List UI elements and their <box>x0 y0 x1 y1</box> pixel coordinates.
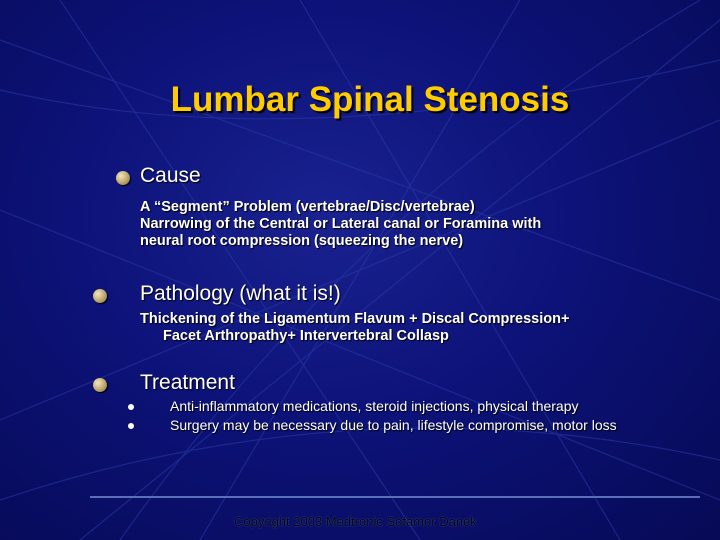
bullet-icon <box>93 378 107 392</box>
dot-bullet-icon <box>128 423 134 429</box>
bullet-icon <box>116 171 130 185</box>
pathology-line: Facet Arthropathy+ Intervertebral Collasp <box>163 328 449 344</box>
section-heading-pathology: Pathology (what it is!) <box>140 282 341 305</box>
copyright-footer: Copyright 2003 Medtronic Sofamor Danek <box>234 514 477 529</box>
slide-title: Lumbar Spinal Stenosis <box>170 80 570 119</box>
bullet-icon <box>93 289 107 303</box>
cause-text <box>140 199 700 250</box>
cause-line: neural root compression (squeezing the nerve) <box>140 233 464 249</box>
pathology-line: Thickening of the Ligamentum Flavum + Discal Compression+ <box>140 311 570 327</box>
section-heading-treatment: Treatment <box>140 371 235 394</box>
treatment-item: Anti-inflammatory medications, steroid injections, physical therapy <box>170 398 579 414</box>
treatment-item: Surgery may be necessary due to pain, lifestyle compromise, motor loss <box>170 417 617 433</box>
section-heading-cause: Cause <box>140 164 201 187</box>
pathology-text <box>140 311 700 345</box>
cause-line: Narrowing of the Central or Lateral canal or Foramina with <box>140 216 542 232</box>
footer-divider <box>90 496 700 498</box>
cause-line: A “Segment” Problem (vertebrae/Disc/vertebrae) <box>140 199 475 215</box>
dot-bullet-icon <box>128 404 134 410</box>
